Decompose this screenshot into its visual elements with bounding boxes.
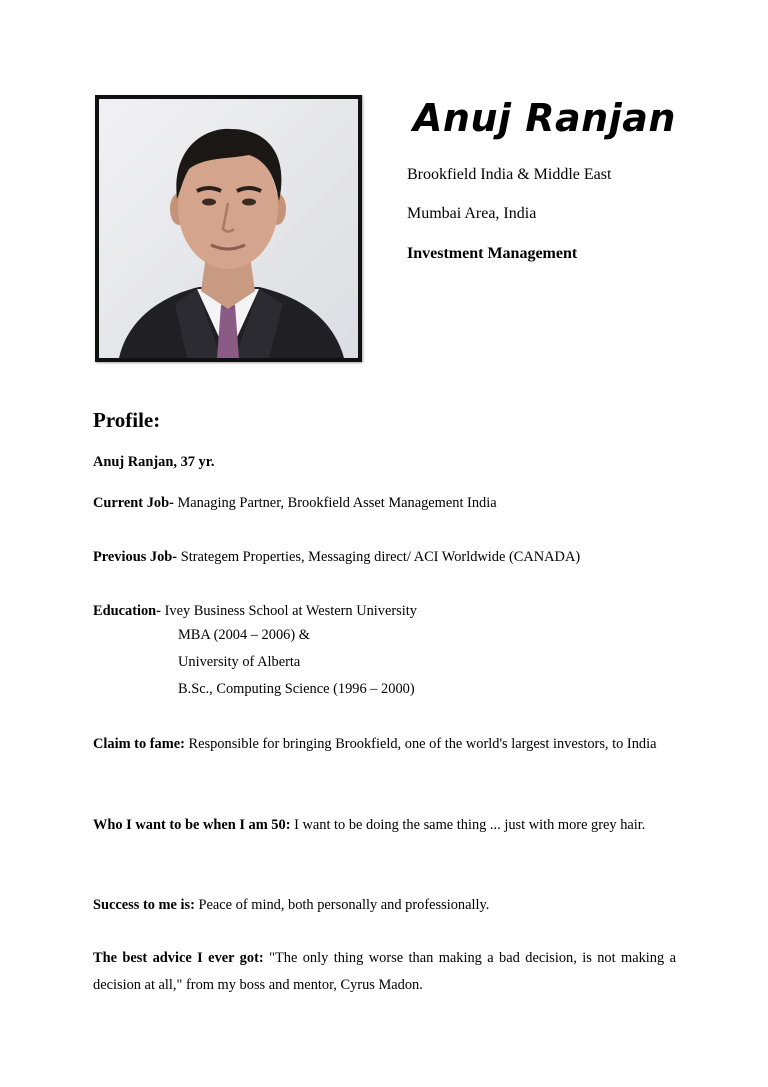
current-job-label: Current Job- <box>93 495 174 511</box>
advice-label: The best advice I ever got: <box>93 950 264 966</box>
claim-label: Claim to fame: <box>93 736 185 752</box>
education-label: Education- <box>93 603 161 619</box>
claim-value: Responsible for bringing Brookfield, one of the world's largest investors, to India <box>184 736 657 752</box>
industry: Investment Management <box>407 245 578 262</box>
education <box>93 598 676 625</box>
success-value: Peace of mind, both personally and professionally. <box>194 897 490 913</box>
previous-job <box>93 544 676 571</box>
previous-job-value: Strategem Properties, Messaging direct/ ACI Worldwide (CANADA) <box>177 549 581 565</box>
education-line-2: MBA (2004 – 2006) & <box>178 627 310 643</box>
success-definition <box>93 892 676 919</box>
current-job-value: Managing Partner, Brookfield Asset Management India <box>173 495 497 511</box>
previous-job-label: Previous Job- <box>93 549 178 565</box>
education-line-3: University of Alberta <box>178 654 301 670</box>
education-line-4: B.Sc., Computing Science (1996 – 2000) <box>178 681 415 697</box>
success-label: Success to me is: <box>93 897 195 913</box>
best-advice <box>93 945 676 998</box>
advice-value: "The only thing worse than making a bad decision, is not making a decision at all," from my boss and mentor, Cyrus Madon. <box>93 950 676 993</box>
location: Mumbai Area, India <box>407 205 537 222</box>
who-at-50 <box>93 812 676 839</box>
fifty-value: I want to be doing the same thing ... just with more grey hair. <box>290 817 646 833</box>
fifty-label: Who I want to be when I am 50: <box>93 817 291 833</box>
company-name: Brookfield India & Middle East <box>407 166 612 183</box>
profile-heading: Profile: <box>93 408 161 432</box>
education-line-1: Ivey Business School at Western University <box>160 603 417 619</box>
current-job <box>93 490 676 517</box>
name-age: Anuj Ranjan, 37 yr. <box>93 454 215 470</box>
claim-to-fame <box>93 731 676 758</box>
person-name: Anuj Ranjan <box>413 96 676 140</box>
profile-photo <box>95 95 362 362</box>
portrait-image <box>99 99 358 358</box>
